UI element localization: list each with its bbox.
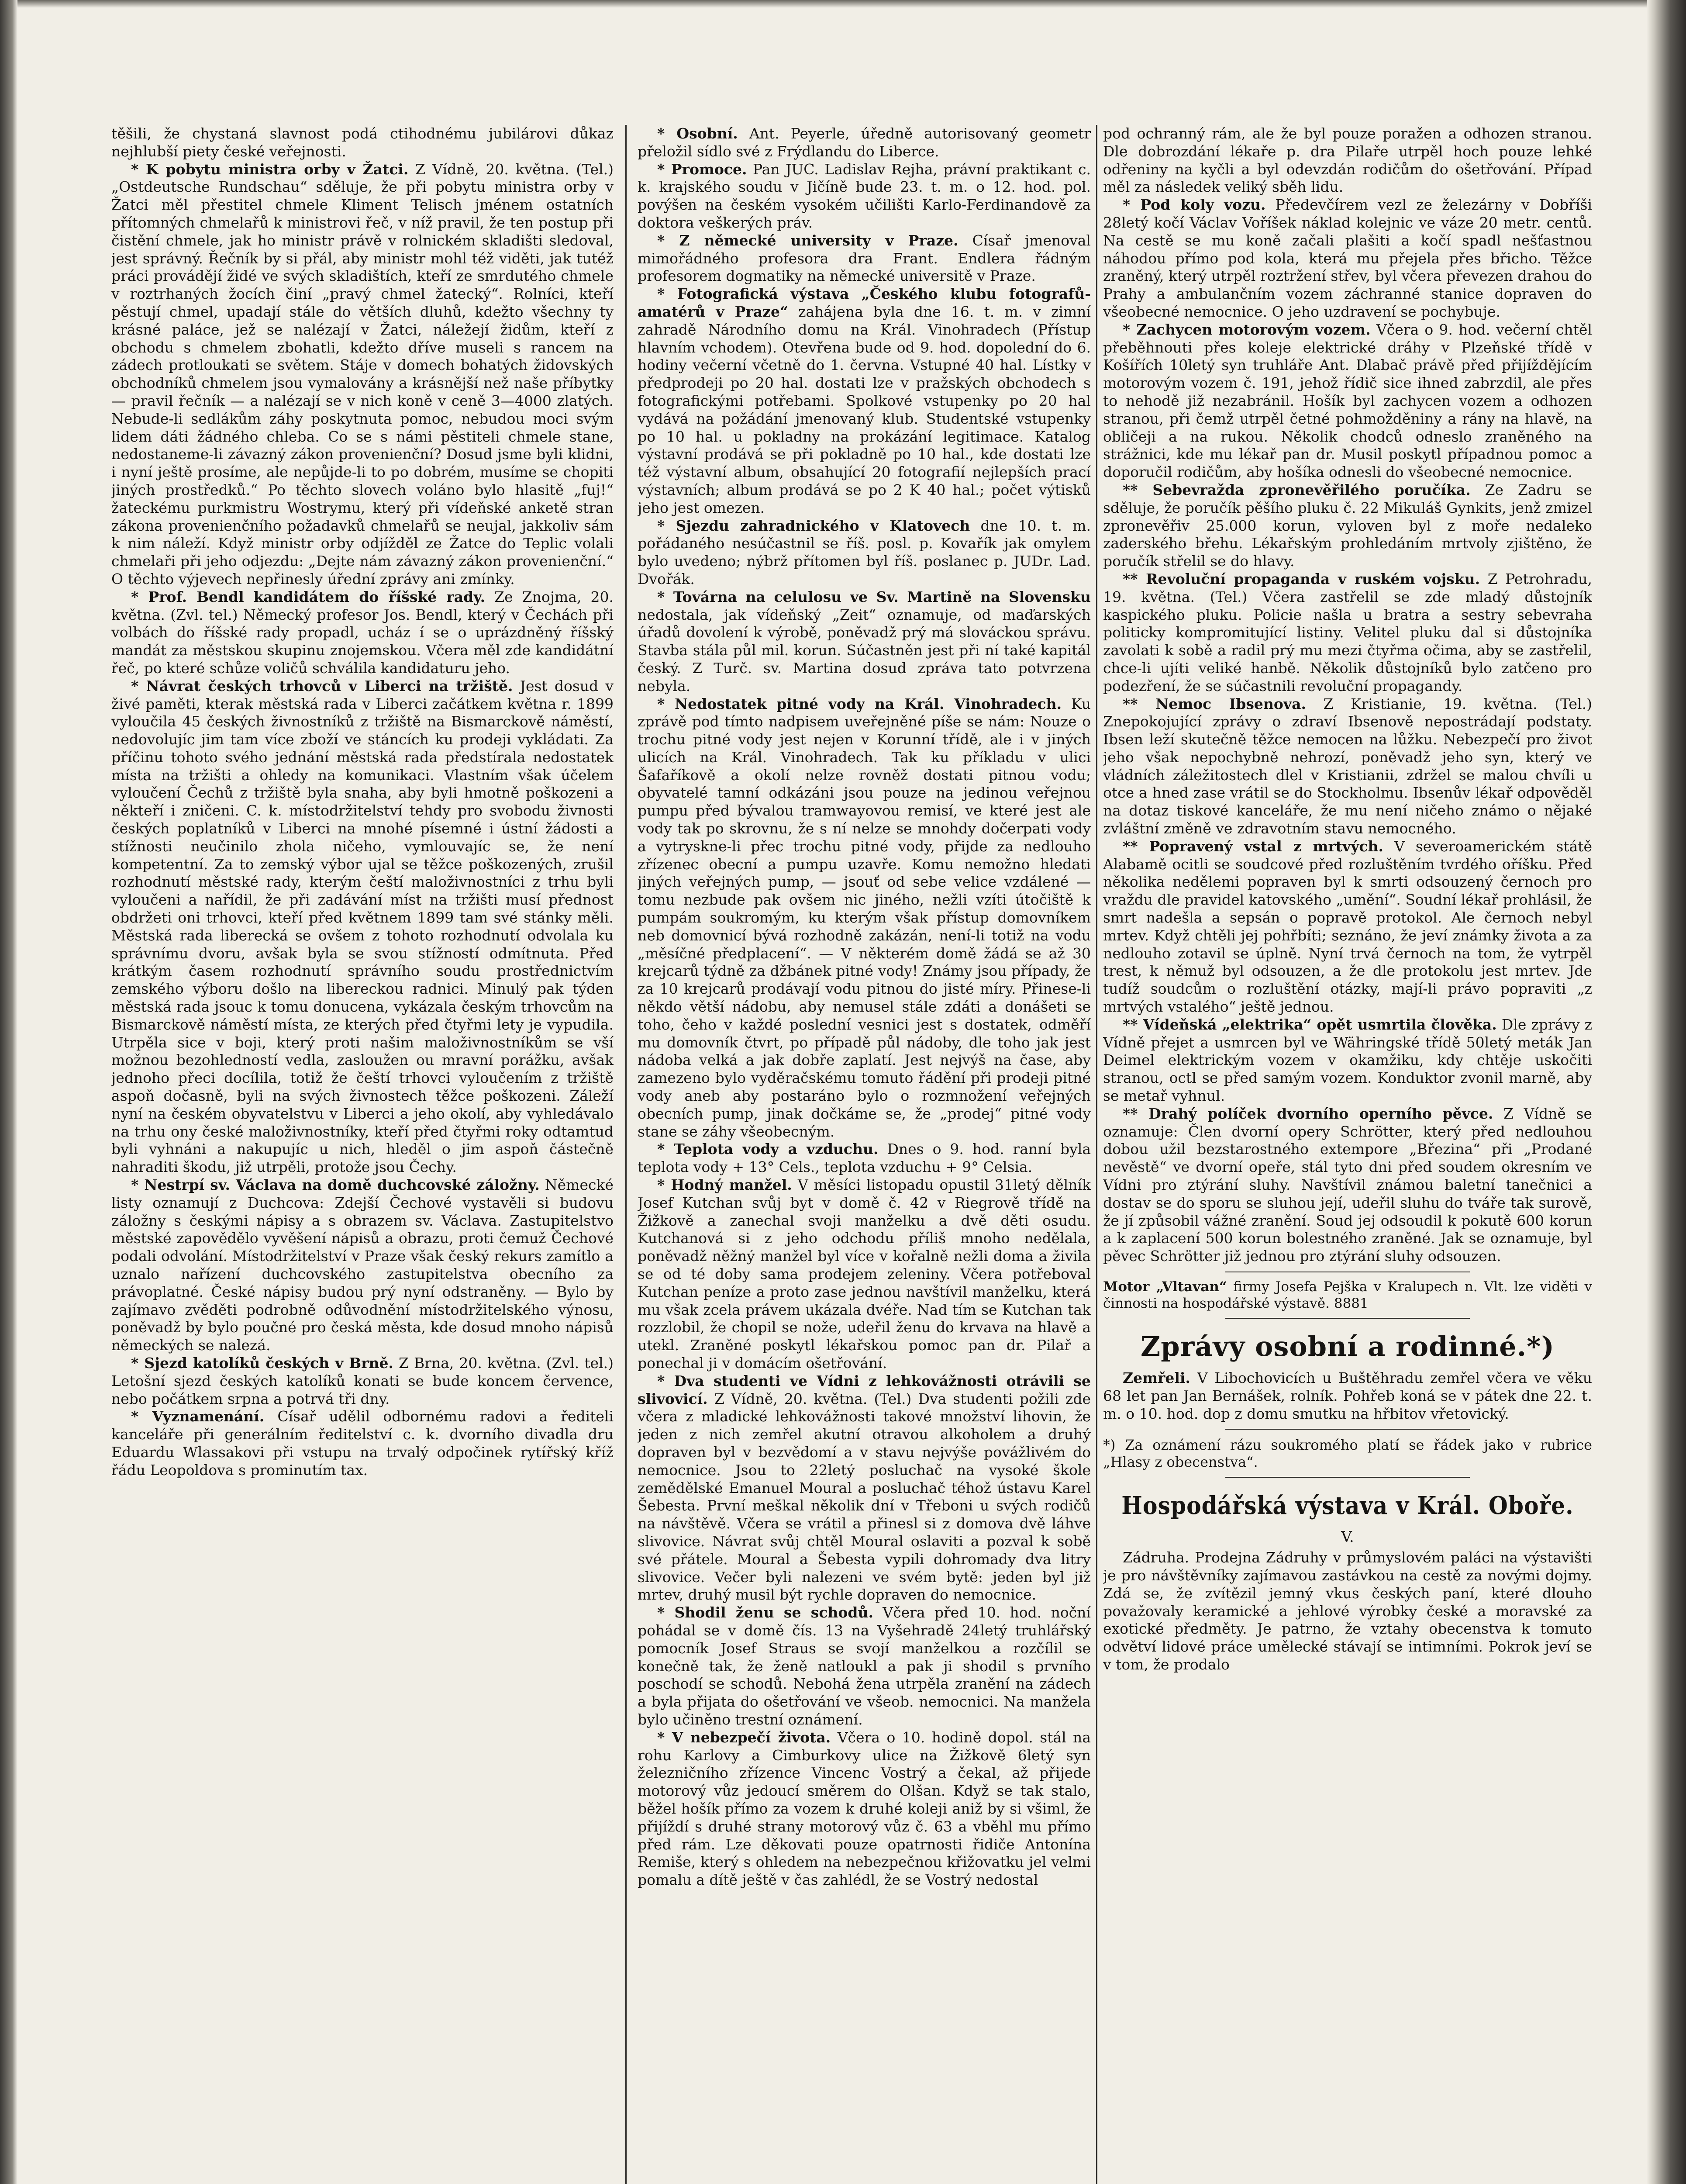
article-headline: Zemřeli. [1123,1369,1190,1386]
divider [1225,1477,1470,1478]
article [111,161,614,588]
article [638,232,1091,285]
article-headline: * Prof. Bendl kandidátem do říšské rady. [131,588,486,605]
article-paragraph [1103,1105,1592,1265]
article [638,285,1091,517]
article-paragraph [638,232,1091,285]
article [638,1729,1091,1889]
article-body: Včera o 10. hodině dopol. stál na rohu Karlovy a Cimburkovy ulice na Žižkově 6letý syn železničního zřízence Vincenc Vostrý a čekal, až přijede motorový vůz jedoucí směrem do Olšan. Když se tak stalo, běžel hošík přímo za vozem k druhé koleji aniž by si všiml, že přijíždí s druhé strany motorový vůz č. 63 a vběhl mu přímo před rám. Lze děkovati pouze opatrnosti řidiče Antonína Remiše, který s ohledem na nebezpečnou křižovatku jel velmi pomalu a dítě ještě v čas zahlédl, že se Vostrý nedostal [638,1728,1091,1889]
article-body: Dle zprávy z Vídně přejet a usmrcen byl ve Währingské třídě 50letý meták Jan Deimel elektrickým vozem v okamžiku, kdy chtěje uskočiti stranou, octl se před samým vozem. Konduktor zvonil marně, aby se metař vyhnul. [1103,1016,1592,1105]
article-body: Z Vídně, 20. května. (Tel.) Dva studenti požili zde včera z mladické lehkovážnosti takové množství lihovin, že jeden z nich zemřel akutní otravou alkoholem a druhý dopraven byl v bezvědomí a v stavu nejvýše povážlivém do nemocnice. Jsou to 22letý posluchač na vysoké škole zemědělské Emanuel Moural a posluchač téhož ústavu Karel Šebesta. První meškal několik dní v Třeboni u svých rodičů na návštěvě. Včera se vrátil a přinesl si z domova dvě láhve slivovice. Návrat svůj chtěl Moural oslaviti a pozval k sobě své přátele. Moural a Šebesta vypili dohromady dva litry slivovice. Večer byli nalezeni ve svém bytě: jeden byl již mrtev, druhý musil být rychle dopraven do nemocnice. [638,1390,1091,1603]
article [638,1372,1091,1604]
article-body: Z Brna, 20. května. (Zvl. tel.) Letošní sjezd českých katolíků konati se bude koncem července, nebo počátkem srpna a potrvá tři dny. [111,1354,614,1407]
article-paragraph [1103,321,1592,481]
article [638,161,1091,232]
article-headline: * Hodný manžel. [657,1176,792,1194]
footnote: *) Za oznámení rázu soukromého platí se řádek jako v rubrice „Hlasy z obecenstva“. [1103,1437,1592,1471]
article-headline: * Nedostatek pitné vody na Král. Vinohradech. [657,695,1062,712]
article-body: V Libochovicích u Buštěhradu zemřel včera ve věku 68 let pan Jan Bernášek, rolník. Pohřeb koná se v pátek dne 22. t. m. o 10. hod. dop z domu smutku na hřbitov vřetovický. [1103,1369,1592,1422]
article-paragraph [638,1140,1091,1176]
article-body: Ku zprávě pod tímto nadpisem uveřejněné píše se nám: Nouze o trochu pitné vody jest nejen v Korunní třídě, ale i v jiných ulicích na Král. Vinohradech. Tak ku příkladu v ulici Šafaříkově a okolí nelze rovněž dostati pitnou vodu; obyvatelé tamní odkázáni jsou pouze na jedinou veřejnou pumpu před bývalou tramwayovou remisí, ve které jest ale vody tak po skrovnu, že s ní nelze se mnohdy dočerpati vody a vytryskne-li přec trochu pitné vody, přijde za nedlouho zřízenec obecní a pumpu uzavře. Komu nemožno hledati jiných veřejných pump, — jsouť od sebe velice vzdálené — tomu nezbude pak ovšem nic jiného, nežli vzíti útočiště k pumpám soukromým, ku kterým však přístup domovníkem neb domovnicí bývá rozhodně zakázán, není-li totiž na vodu „měsíčné předplacení“. — V některém domě žádá se až 30 krejcarů týdně za džbánek pitné vody! Známy jsou případy, že za 10 krejcarů prodávají vodu pitnou do jisté míry. Přinese-li někdo větší nádobu, aby nemusel stále zdáti a donášeti se toho, čeho v každé poslední vesnici jest s dostatek, odměří mu domovník čtvrt, po případě půl nádoby, dle toho jak jest nádoba velká a jak dobře zaplatí. Jest nejvýš na čase, aby zamezeno bylo vyděračskému tomuto řádění při prodeji pitné vody aneb aby postaráno bylo o rozmnožení veřejných obecních pump, jinak dočkáme se, že „prodej“ pitné vody stane se záhy všeobecným. [638,695,1091,1140]
article-body: Ze Znojma, 20. května. (Zvl. tel.) Německý profesor Jos. Bendl, který v Čechách při volbách do říšské rady propadl, ucház í se o uprázdněný říšský mandát za městskou skupinu znojemskou. Včera měl zde kandidátní řeč, po které schůze voličů schválila kandidaturu jeho. [111,588,614,677]
article [638,588,1091,695]
article-body: Pan JUC. Ladislav Rejha, právní praktikant c. k. krajského soudu v Jičíně bude 23. t. m. o 12. hod. pol. povýšen na českém vysokém učilišti Karlo-Ferdinandově za doktora veškerých práv. [638,160,1091,231]
article-paragraph [638,1372,1091,1604]
advertisement [1103,1279,1592,1312]
article-body: Z Vídně, 20. května. (Tel.) „Ostdeutsche Rundschau“ sděluje, že při pobytu ministra orby v Žatci měl přestitel chmele Kliment Telisch jménem ostatních přítomných chmelařů k ministrovi řeč, v níž pravil, že ten postup při čistění chmele, jak ho ministr právě v rolnickém skladišti sledoval, jest správný. Řečník by si přál, aby ministr mohl též viděti, jak tutéž práci provádějí židé ve svých skladištích, kteří ze smrdutého chmele v roztrhaných žocích činí „pravý chmel žatecký“. Rolníci, kteří pěstují chmel, upadají stále do větších dluhů, kdežto všechny ty krásné paláce, jež se nalézají v Žatci, náležejí židům, kteří z obchodu s chmelem zbohatli, kdežto dříve museli s rancem na zádech protloukati se světem. Stáje v domech bohatých židovských obchodníků chmelem jsou vymalovány a krásnější než naše příbytky — pravil řečník — a nalézají se v nich koně v ceně 3—4000 zlatých. Nebude-li sedlákům záhy poskytnuta pomoc, nebudou moci svým lidem dáti žádného chleba. Co se s námi pěstiteli chmele stane, nedostaneme-li závazný zákon provenienční? Dosud jsme byli klidni, i nyní ještě prosíme, ale nepůjde-li to po dobrém, musíme se chopiti jiných prostředků.“ Po těchto slovech voláno bylo hlasitě „fuj!“ žateckému purkmistru Wostrymu, který při vídeňské anketě stran zákona provenienčního požadavků chmelařů se neujal, jakkoliv sám k nim náleží. Když ministr orby odjížděl ze Žatce do Teplic volali chmelaři při jeho odjezdu: „Dejte nám závazný zákon provenienční.“ O těchto výjevech nepřinesly úřední zprávy ani zmínky. [111,160,614,587]
article-paragraph [111,125,614,161]
article-headline: * Sjezd katolíků českých v Brně. [131,1354,394,1372]
article-body: Z Petrohradu, 19. května. (Tel.) Včera zastřelil se zde mladý důstojník kaspického pluku. Policie našla u bratra a sestry sebevraha politicky kompromitující listiny. Velitel pluku dal si důstojníka zavolati k sobě a radil prý mu mezi čtyřma očima, aby se zastřelil, chce-li ujíti veliké hanbě. Několik důstojníků bylo zatčeno pro podezření, že se súčastnili revoluční propagandy. [1103,570,1592,695]
article-paragraph [1103,1016,1592,1105]
article-paragraph [111,1355,614,1408]
article-paragraph [638,161,1091,232]
article-paragraph [1103,1369,1592,1423]
article-body: V severoamerickém státě Alabamě ocitli se soudcové před rozluštěním tvrdého oříšku. Před několika nedělemi popraven byl k smrti odsouzený černoch pro vraždu dle pravidel katovského „umění“. Soudní lékař prohlásil, že smrt nadešla a sepsán o popravě protokol. Ale černoch nebyl mrtev. Když chtěli jej pohřbíti; seznáno, že jeví známky života a za nedlouho zotavil se úplně. Nyní trvá černoch na tom, že vytrpěl trest, k němuž byl odsouzen, a že dle protokolu jest mrtev. Jde tudíž soudcům o rozluštění otázky, mají-li právo popraviti „z mrtvých vstalého“ ještě jednou. [1103,837,1592,1016]
article-paragraph [111,677,614,1176]
article [1103,838,1592,1016]
article-paragraph [638,1176,1091,1372]
article [638,517,1091,588]
article-paragraph [638,285,1091,517]
article [638,1140,1091,1176]
article-body: Z Vídně se oznamuje: Člen dvorní opery Schrötter, který před nedlouhou dobou užil bezstarostného extempore „Březina“ při „Prodané nevěstě“ ve dvorní opeře, stál tyto dni před soudem okresním ve Vídni pro ztýrání sluhy. Navštívil známou baletní tanečnici a dostav se do sporu se sluhou její, udeřil sluhu do tváře tak surově, že jí způsobil vážné zranění. Soud jej odsoudil k pokutě 600 korun a k zaplacení 500 korun bolestného zraněné. Jak se oznamuje, byl pěvec Schrötter již jednou pro ztýrání sluhy odsouzen. [1103,1105,1592,1265]
article-body: Dnes o 9. hod. ranní byla teplota vody + 13° Cels., teplota vzduchu + 9° Celsia. [638,1140,1091,1176]
article [111,1408,614,1479]
article-headline: * Sjezdu zahradnického v Klatovech [657,517,970,534]
article-body: Včera před 10. hod. noční pohádal se v domě čís. 13 na Vyšehradě 24letý truhlářský pomocník Josef Straus se svojí manželkou a rozčílil se konečně tak, že ženě natloukl a pak ji shodil s prvního poschodí se schodů. Nebohá žena utrpěla zranění na zádech a byla přijata do ošetřování ve všeob. nemocnici. Na manžela bylo učiněno trestní oznámení. [638,1604,1091,1728]
scan-edge-left [0,0,17,2184]
article-headline: ** Popravený vstal z mrtvých. [1123,837,1383,855]
article-headline: ** Nemoc Ibsenova. [1123,695,1306,712]
section-number: V. [1341,1528,1354,1546]
article-paragraph [1103,196,1592,321]
column-3-articles [1103,125,1592,1265]
article-headline: * Pod koly vozu. [1123,196,1266,214]
article-paragraph [638,1729,1091,1889]
article-headline: * V nebezpečí života. [657,1728,831,1746]
column-3 [1103,125,1592,2184]
article-body: Císař udělil odbornému radovi a řediteli kanceláře při generálním ředitelství c. k. dvorního divadla dru Eduardu Wlassakovi při vstupu na trvalý odpočinek rytířský kříž řádu Leopoldova s prominutím tax. [111,1408,614,1479]
article-headline: ** Drahý políček dvorního operního pěvce. [1123,1105,1493,1122]
ad-label: Motor „Vltavan“ [1103,1279,1227,1295]
article-headline: * Fotografická výstava „Českého klubu fotografů-amatérů v Praze“ [638,285,1091,320]
ad-code: 8881 [1334,1296,1369,1311]
article [1103,1105,1592,1265]
article [111,677,614,1176]
article [1103,125,1592,196]
article-body: Jest dosud v živé paměti, kterak městská rada v Liberci začátkem května r. 1899 vyloučila 45 českých živnostníků z tržiště na Bismarckově náměstí, nedovolujíc jim tam více zboží ve stáncích ku prodeji vykládati. Za příčinu tohoto svého jednání městská rada předstírala nedostatek místa na tržišti a ohledy na komunikaci. Vlastním však účelem vyloučení Čechů z tržiště byla snaha, aby byli hmotně poškozeni a někteří i zničeni. C. k. místodržitelství tehdy pro svobodu živnosti českých poplatníků v Liberci na mnohé písemné i ústní žádosti a stížnosti neučinilo zhola ničeho, vymlouvajíc se, že není kompetentní. Za to zemský výbor ujal se těžce poškozených, zrušil rozhodnutí městské rady, kterým čeští maloživnostníci z trhu byli vyloučeni a nařídil, že při zadávání míst na tržišti musí přednost obdržeti oni trhovci, kteří před květnem 1899 tam své stánky měli. Městská rada liberecká se ovšem z tohoto rozhodnutí odvolala ku správnímu dvoru, avšak byla se svou stížností odmítnuta. Před krátkým časem rozhodnutí správního soudu prostřednictvím zemského výboru došlo na libereckou radnici. Minulý pak týden městská rada jsouc k tomu donucena, vykázala českým trhovcům na Bismarckově náměstí místa, ze kterých před čtyřmi lety je vypudila. Utrpěla sice v boji, který proti našim maloživnostníkům se vší možnou bezohledností vedla, zasloužen ou mravní porážku, avšak jednoho přeci docílila, totiž že čeští trhovci vyloučením z tržiště aspoň dočasně, byli na svých živnostech těžce poškozeni. Záleží nyní na českém obyvatelstvu v Liberci a jeho okolí, aby vyhledávalo na trhu ony české maloživnostníky, kteří před čtyřmi roky odtamtud byli vyhnáni a nakupujíc u nich, hleděl o jim aspoň částečně nahraditi škodu, již utrpěli, protože jsou Čechy. [111,677,614,1176]
article-paragraph [1103,125,1592,196]
article-paragraph [1103,695,1592,838]
article [1103,1369,1592,1423]
column-1 [111,125,614,2184]
article-paragraph [638,1604,1091,1729]
article [638,1176,1091,1372]
article-paragraph [111,1176,614,1355]
article [1103,481,1592,570]
section-title-expo: Hospodářská výstava v Král. Oboře. [1121,1491,1574,1521]
article-body: Ant. Peyerle, úředně autorisovaný geometr přeložil sídlo své z Frýdlandu do Liberce. [638,125,1091,160]
article-paragraph [111,588,614,677]
article-headline: * Shodil ženu se schodů. [657,1604,873,1621]
article [1103,1549,1592,1674]
article-body: nedostala, jak vídeňský „Zeit“ oznamuje, od maďarských úřadů dovolení k výrobě, poněvadž prý má slováckou správu. Stavba stála půl mil. korun. Súčastněn jest při ní také kapitál český. Z Turč. sv. Martina dosud zpráva tato potvrzena nebyla. [638,606,1091,695]
ad-text: firmy Josefa Pejška v Kralupech n. Vlt. lze viděti v činnosti na hospodářské výstavě. [1103,1279,1592,1311]
article [111,588,614,677]
column-divider [625,125,627,2184]
article-body: Ze Zadru se sděluje, že poručík pěšího pluku č. 22 Mikuláš Gynkits, jenž zmizel zpronevěřiv 25.000 korun, vyloven byl z moře nedaleko zaderského břehu. Lékařským prohledáním mrtvoly zjištěno, že poručík střelil se do hlavy. [1103,481,1592,570]
article [111,125,614,161]
article-headline: ** Vídeňská „elektrika“ opět usmrtila člověka. [1123,1016,1497,1033]
article-headline: * Dva studenti ve Vídni z lehkovážnosti otrávili se slivovicí. [638,1372,1091,1407]
article-paragraph [1103,838,1592,1016]
article [1103,695,1592,838]
article-headline: * Osobní. [657,125,738,142]
article-headline: * Promoce. [657,160,747,178]
article-body: Císař jmenoval mimořádného profesora dra Frant. Endlera řádným profesorem dogmatiky na německé universitě v Praze. [638,232,1091,285]
article-headline: * Návrat českých trhovců v Liberci na tržiště. [131,677,513,695]
article-paragraph [1103,570,1592,695]
article-paragraph [638,125,1091,161]
article-body: Zádruha. Prodejna Zádruhy v průmyslovém paláci na výstavišti je pro návštěvníky zajímavou zastávkou na cestě za novými dojmy. Zdá se, že zvítězil jemný vkus českých paní, které dlouho považovaly keramické a jehlové výrobky české a moravské za exotické předměty. Je patrno, že vztahy obecenstva k tomuto odvětví lidové práce umělecké stávají se intimními. Pokrok jeví se v tom, že prodalo [1103,1549,1592,1673]
divider [1225,1429,1470,1430]
article-headline: ** Sebevražda zpronevěřilého poručíka. [1123,481,1471,498]
article-body: Předevčírem vezl ze železárny v Dobříši 28letý kočí Václav Voříšek náklad kolejnic ve váze 20 metr. centů. Na cestě se mu koně začali plašiti a kočí spadl nešťastnou náhodou přímo pod kola, která mu přejela přes břicho. Těžce zraněný, který utrpěl roztržení střev, byl včera převezen drahou do Prahy a ambulančním vozem záchranné stanice dopraven do všeobecné nemocnice. O jeho uzdravení se pochybuje. [1103,196,1592,320]
article-paragraph [111,161,614,588]
divider [1225,1318,1470,1319]
article-body: dne 10. t. m. pořádaného nesúčastnil se říš. posl. p. Kovařík jak omylem bylo uvedeno; nýbrž přítomen byl říš. poslanec p. JUDr. Lad. Dvořák. [638,517,1091,587]
article-body: pod ochranný rám, ale že byl pouze poražen a odhozen stranou. Dle dobrozdání lékaře p. dra Pilaře utrpěl hoch pouze lehké odřeniny na kyčli a byl odevzdán rodičům do ošetřování. Případ měl za následek veliký sběh lidu. [1103,125,1592,196]
scan-edge-right [1647,0,1686,2184]
article [1103,196,1592,321]
article-paragraph [1103,481,1592,570]
article-body: těšili, že chystaná slavnost podá ctihodnému jubilárovi důkaz nejhlubší piety české veřejnosti. [111,125,614,160]
article-headline: * Nestrpí sv. Václava na domě duchcovské záložny. [131,1176,540,1194]
article-headline: * Vyznamenání. [131,1408,265,1425]
article [638,1604,1091,1729]
article [111,1176,614,1355]
article-body: Z Kristianie, 19. května. (Tel.) Znepokojující zprávy o zdraví Ibsenově nepostrádají podstaty. Ibsen leží skutečně těžce nemocen na lůžku. Nebezpečí pro život jeho však nepochybně nehrozí, poněvadž jeho syn, který ve vládních záležitostech dlel v Kristianii, zdržel se malou chvíli u otce a hned zase vrátil se do Stockholmu. Ibsenův lékař odpověděl na dotaz tiskové kanceláře, že mu není ničeho známo o nějaké zvláštní změně ve zdravotním stavu nemocného. [1103,695,1592,837]
article-paragraph [638,588,1091,695]
article-paragraph [111,1408,614,1479]
column-2 [638,125,1091,2184]
article [111,1355,614,1408]
scan-edge-top [0,0,1686,8]
article [1103,321,1592,481]
section-title-personal: Zprávy osobní a rodinné.*) [1141,1330,1555,1362]
article-body: Včera o 9. hod. večerní chtěl přeběhnouti přes koleje elektrické dráhy v Plzeňské třídě v Košířích 10letý syn truhláře Ant. Dlabač právě před přijíždějícím motorovým vozem č. 191, jehož řídič sice ihned zabrzdil, ale přes to nehodě již nezabránil. Hošík byl zachycen vozem a odhozen stranou, při čemž utrpěl četné pohmožděniny a rány na hlavě, na obličeji a na rukou. Několik chodců odneslo zraněného na strážnici, kde mu lékař pan dr. Musil poskytl případnou pomoc a doporučil rodičům, aby hošíka odnesli do všeobecné nemocnice. [1103,321,1592,481]
article-headline: * Zachycen motorovým vozem. [1123,321,1371,338]
article-paragraph [638,695,1091,1141]
article [1103,570,1592,695]
article-paragraph [638,517,1091,588]
article-body: V měsíci listopadu opustil 31letý dělník Josef Kutchan svůj byt v domě č. 42 v Riegrově třídě na Žižkově a zanechal svoji manželku a dvě děti osudu. Kutchanová si z jeho odchodu příliš mnoho nedělala, poněvadž něžný manžel byl více v kořalně nežli doma a živila se od té doby sama prodejem zeleniny. Včera potřeboval Kutchan peníze a proto zase jednou navštívil manželku, která mu však zcela právem ukázala dvéře. Nad tím se Kutchan tak rozzlobil, že chopil se nože, udeřil ženu do krvava na hlavě a utekl. Zraněné poskytl lékařskou pomoc pan dr. Pilař a ponechal ji v domácím ošetřování. [638,1176,1091,1372]
article [638,695,1091,1141]
article-headline: * Z německé university v Praze. [657,232,959,249]
article [638,125,1091,161]
article-headline: ** Revoluční propaganda v ruském vojsku. [1123,570,1480,587]
article [1103,1016,1592,1105]
article-body: zahájena byla dne 16. t. m. v zimní zahradě Národního domu na Král. Vinohradech (Přístup hlavním vchodem). Otevřena bude od 9. hod. dopolední do 6. hodiny večerní včetně do 1. června. Vstupné 40 hal. Lístky v předprodeji po 20 hal. dostati lze v pražských obchodech s fotografickými potřebami. Spolkové vstupenky po 20 hal vydává na požádání jmenovaný klub. Studentské vstupenky po 10 hal. u pokladny na prokázání legitimace. Katalog výstavní prodává se při pokladně po 10 hal., kde dostati lze též výstavní album, obsahující 20 fotografií nejlepších prací výstavních; album prodává se po 2 K 40 hal.; počet výtisků jeho jest omezen. [638,303,1091,516]
article-headline: * K pobytu ministra orby v Žatci. [131,160,409,178]
article-body: Německé listy oznamují z Duchcova: Zdejší Čechové vystavěli si budovu záložny s českými nápisy a s obrazem sv. Václava. Zastupitelstvo městské zapovědělo vyvěšení nápisů a obrazu, proti čemuž Čechové podali odvolání. Místodržitelství v Praze však český rekurs zamítlo a uznalo nařízení duchcovského zastupitelstva obecního za právoplatné. České nápisy budou prý nyní odstraněny. — Bylo by zajímavo zvěděti podrobně odůvodnění místodržitelského výnosu, poněvadž by bylo poučné pro česká města, kde dosud mnoho nápisů německých se nalezá. [111,1176,614,1354]
column-divider [1096,125,1097,2184]
article-headline: * Teplota vody a vzduchu. [657,1140,879,1158]
article-headline: * Továrna na celulosu ve Sv. Martině na Slovensku [657,588,1091,605]
